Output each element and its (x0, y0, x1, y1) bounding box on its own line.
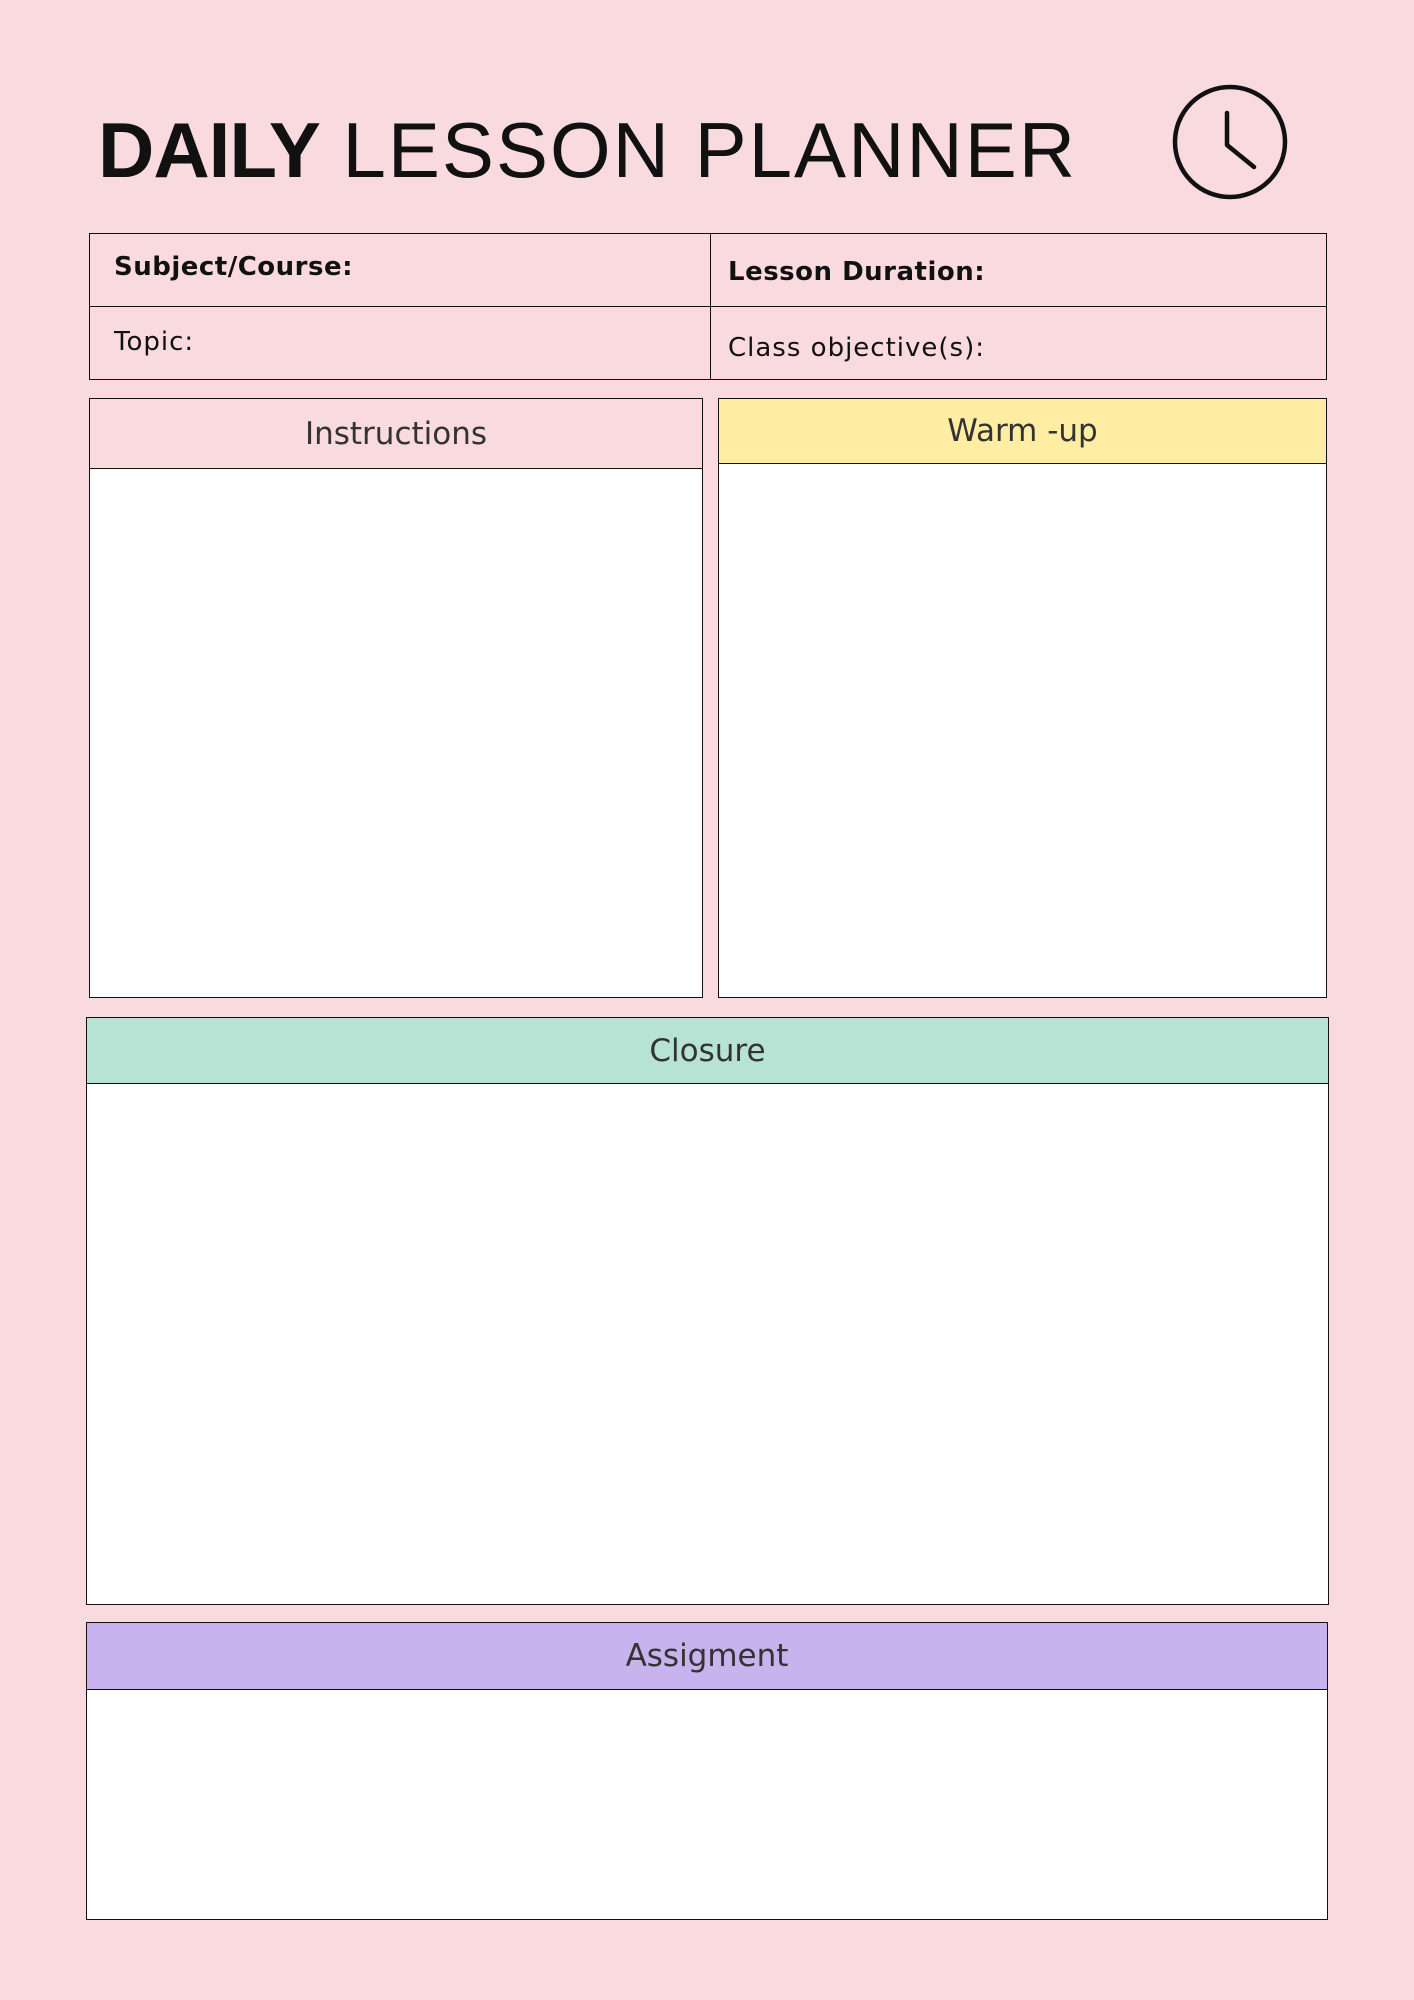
warmup-section (718, 398, 1327, 998)
duration-label: Lesson Duration: (728, 257, 986, 287)
title-bold: DAILY (98, 106, 320, 194)
assignment-header (87, 1623, 1327, 1690)
warmup-header (719, 399, 1326, 464)
instructions-label: Instructions (304, 415, 488, 452)
subject-label: Subject/Course: (114, 252, 354, 282)
closure-header (87, 1018, 1328, 1084)
instructions-header (90, 399, 702, 469)
lesson-info-table (89, 233, 1327, 380)
closure-section (86, 1017, 1329, 1605)
assignment-label: Assigment (625, 1638, 789, 1674)
duration-cell[interactable] (711, 234, 1326, 307)
closure-label: Closure (649, 1032, 766, 1069)
page-title (98, 100, 1077, 200)
title-light: LESSON PLANNER (342, 106, 1078, 194)
instructions-section (89, 398, 703, 998)
warmup-label: Warm -up (947, 413, 1098, 449)
topic-cell[interactable] (90, 307, 711, 380)
assignment-section (86, 1622, 1328, 1920)
objective-label: Class objective(s): (728, 332, 985, 363)
subject-cell[interactable] (90, 234, 711, 307)
topic-label: Topic: (114, 326, 195, 357)
objective-cell[interactable] (711, 307, 1326, 380)
clock-icon (1171, 83, 1289, 201)
